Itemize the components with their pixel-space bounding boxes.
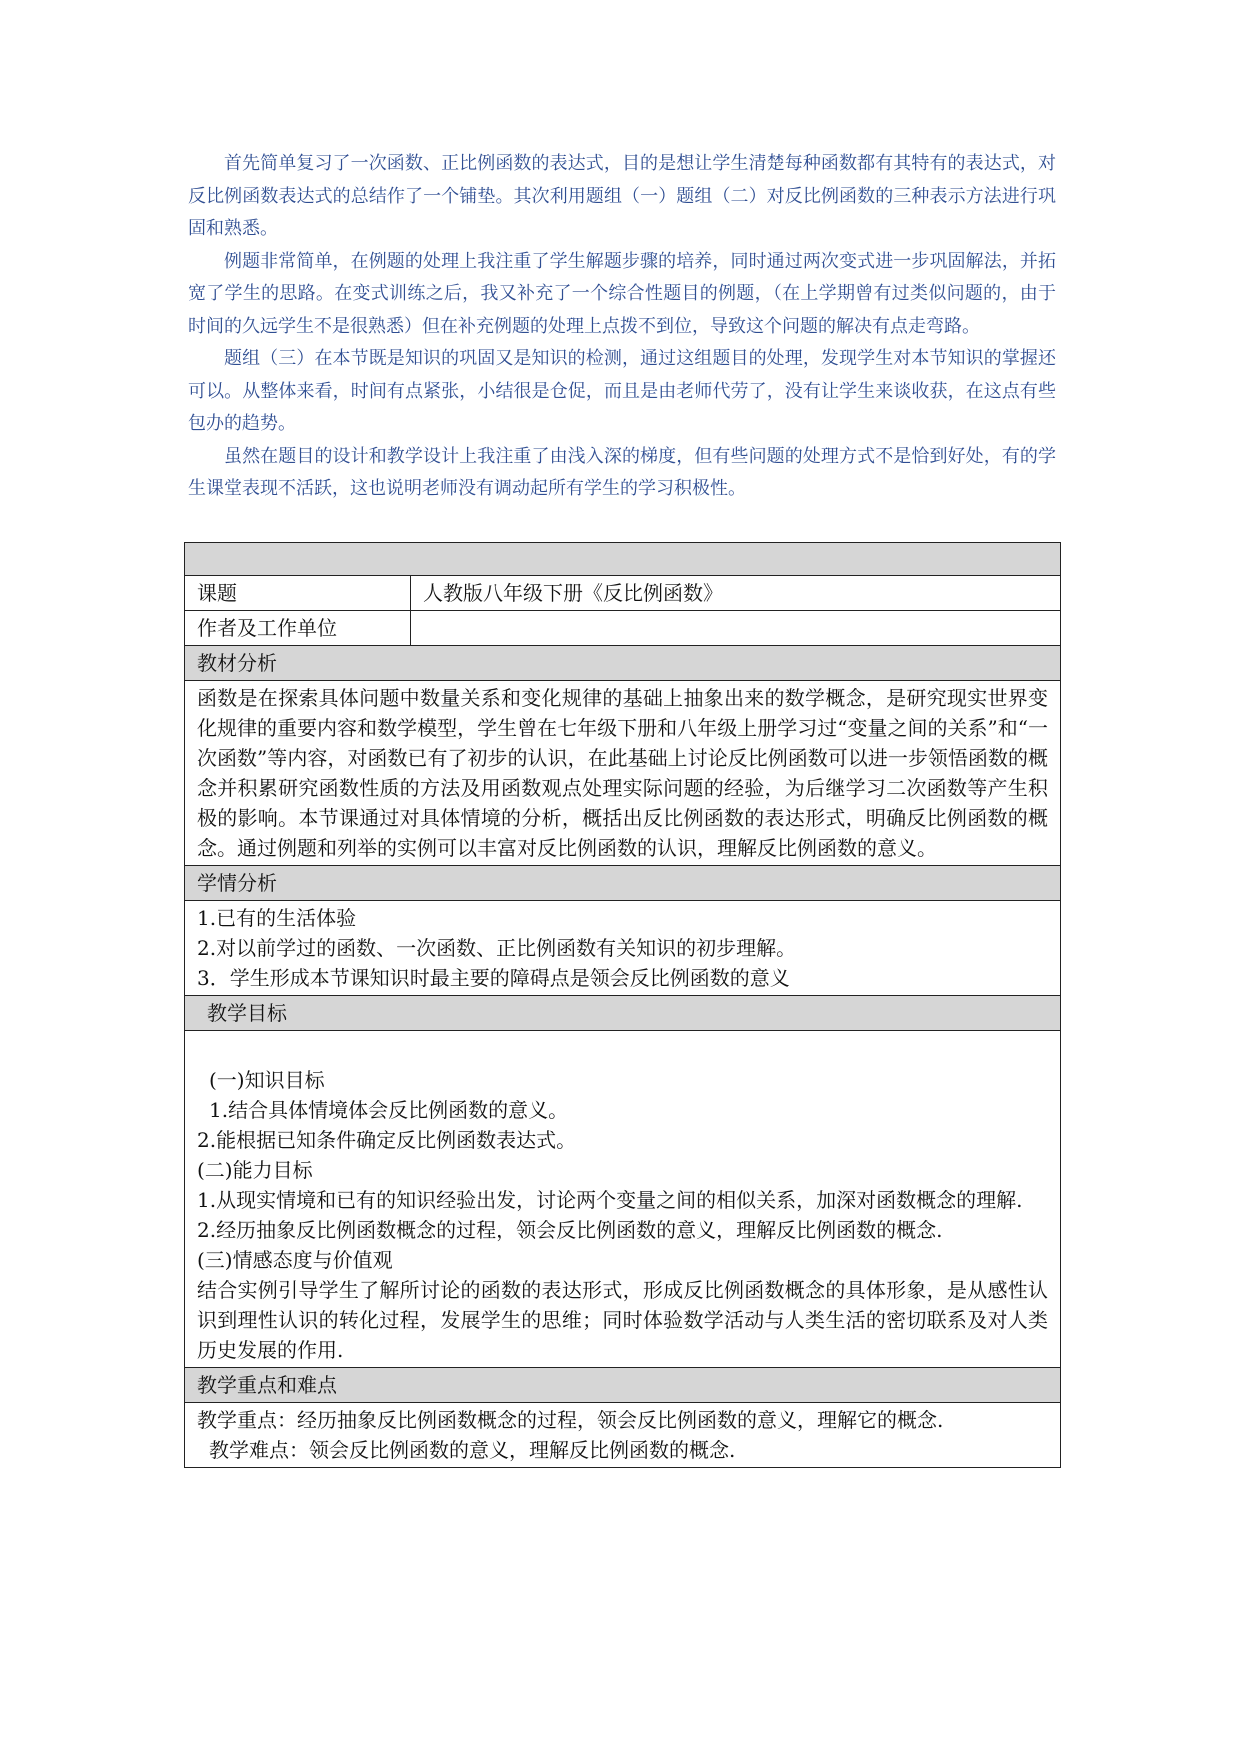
goals-header: 教学目标 [185,996,1061,1031]
student-analysis [185,901,1061,996]
student-item-3: 3．学生形成本节课知识时最主要的障碍点是领会反比例函数的意义 [197,966,790,990]
key-point: 教学重点：经历抽象反比例函数概念的过程，领会反比例函数的意义，理解它的概念. [197,1408,944,1432]
reflection-paragraph-1: 首先简单复习了一次函数、正比例函数的表达式，目的是想让学生清楚每种函数都有其特有的表达式，对反比例函数表达式的总结作了一个铺垫。其次利用题组（一）题组（二）对反比例函数的三种表示方法进行巩固和熟悉。 [188,153,1056,239]
ability-goal-1: 1.从现实情境和已有的知识经验出发，讨论两个变量之间的相似关系，加深对函数概念的理解. [197,1188,1023,1212]
author-row [185,611,1061,646]
course-row [185,576,1061,611]
key-row [185,1403,1061,1468]
key-header-row [185,1368,1061,1403]
course-value: 人教版八年级下册《反比例函数》 [411,576,1061,611]
goals-content [185,1031,1061,1368]
course-label: 课题 [185,576,411,611]
goals-header-row [185,996,1061,1031]
goals-row [185,1031,1061,1368]
difficult-point: 教学难点：领会反比例函数的意义，理解反比例函数的概念. [209,1438,736,1462]
material-header: 教材分析 [185,646,1061,681]
student-item-1: 1.已有的生活体验 [197,906,357,930]
student-header: 学情分析 [185,866,1061,901]
knowledge-goal-1: 1.结合具体情境体会反比例函数的意义。 [209,1098,569,1122]
knowledge-goal-title: (一)知识目标 [209,1068,325,1092]
material-header-row [185,646,1061,681]
table-header-row [185,543,1061,576]
ability-goal-title: (二)能力目标 [197,1158,313,1182]
author-value [411,611,1061,646]
emotion-goal-title: (三)情感态度与价值观 [197,1248,393,1272]
emotion-goal-text: 结合实例引导学生了解所讨论的函数的表达形式，形成反比例函数概念的具体形象，是从感性认识到理性认识的转化过程，发展学生的思维；同时体验数学活动与人类生活的密切联系及对人类历史发展的作用. [197,1278,1048,1362]
lesson-plan-table [184,542,1061,1468]
reflection-text [188,148,1056,506]
key-header: 教学重点和难点 [185,1368,1061,1403]
reflection-paragraph-3: 题组（三）在本节既是知识的巩固又是知识的检测，通过这组题目的处理，发现学生对本节知识的掌握还可以。从整体来看，时间有点紧张，小结很是仓促，而且是由老师代劳了，没有让学生来谈收获，在这点有些包办的趋势。 [188,348,1056,434]
knowledge-goal-2: 2.能根据已知条件确定反比例函数表达式。 [197,1128,577,1152]
key-content [185,1403,1061,1468]
ability-goal-2: 2.经历抽象反比例函数概念的过程，领会反比例函数的意义，理解反比例函数的概念. [197,1218,943,1242]
material-text: 函数是在探索具体问题中数量关系和变化规律的基础上抽象出来的数学概念，是研究现实世界变化规律的重要内容和数学模型，学生曾在七年级下册和八年级上册学习过“变量之间的关系”和“一次函数”等内容，对函数已有了初步的认识，在此基础上讨论反比例函数可以进一步领悟函数的概念并积累研究函数性质的方法及用函数观点处理实际问题的经验，为后继学习二次函数等产生积极的影响。本节课通过对具体情境的分析，概括出反比例函数的表达形式，明确反比例函数的概念。通过例题和列举的实例可以丰富对反比例函数的认识，理解反比例函数的意义。 [185,681,1061,866]
reflection-paragraph-2: 例题非常简单，在例题的处理上我注重了学生解题步骤的培养，同时通过两次变式进一步巩固解法，并拓宽了学生的思路。在变式训练之后，我又补充了一个综合性题目的例题，（在上学期曾有过类似问题的，由于时间的久远学生不是很熟悉）但在补充例题的处理上点拨不到位，导致这个问题的解决有点走弯路。 [188,250,1056,337]
table-blank-header [185,543,1061,576]
reflection-paragraph-4: 虽然在题目的设计和教学设计上我注重了由浅入深的梯度，但有些问题的处理方式不是恰到好处，有的学生课堂表现不活跃，这也说明老师没有调动起所有学生的学习积极性。 [188,445,1056,499]
student-row [185,901,1061,996]
student-item-2: 2.对以前学过的函数、一次函数、正比例函数有关知识的初步理解。 [197,936,797,960]
material-row [185,681,1061,866]
author-label: 作者及工作单位 [185,611,411,646]
student-header-row [185,866,1061,901]
